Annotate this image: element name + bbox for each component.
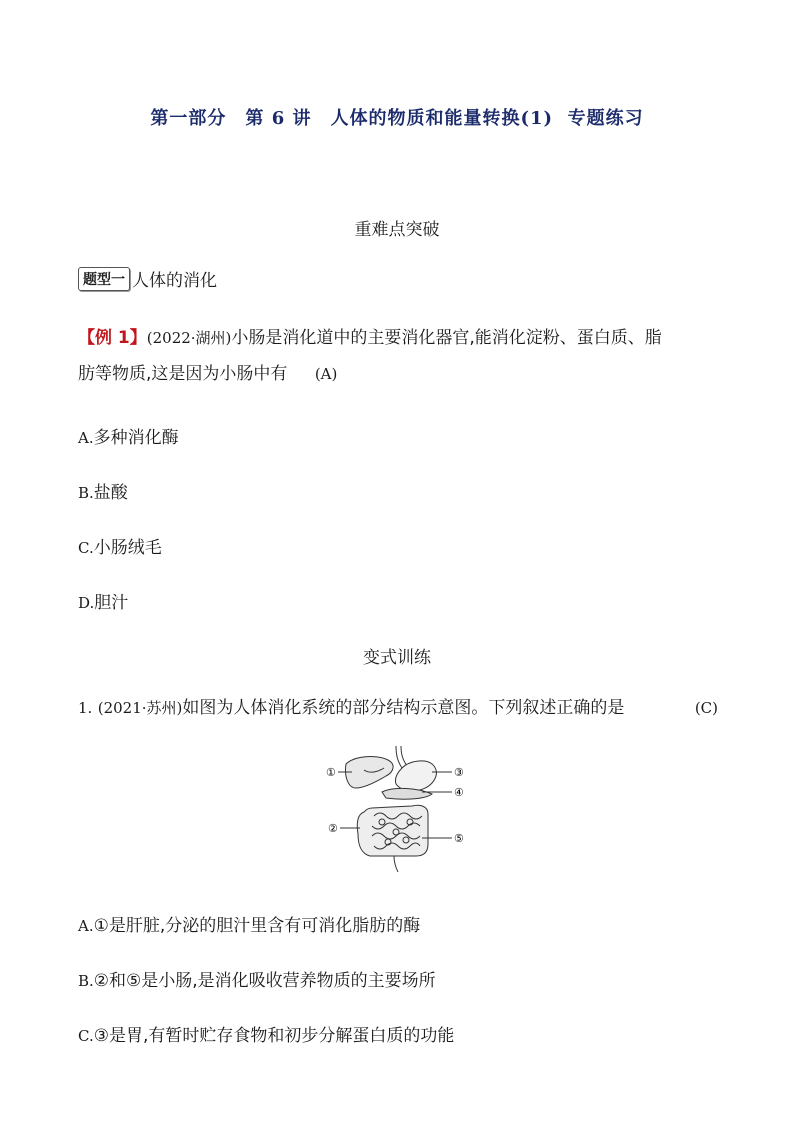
example-stem-line2: 肪等物质,这是因为小肠中有 — [78, 364, 288, 384]
example-option-a: A.多种消化酶 — [78, 428, 179, 448]
rectum-shape — [394, 856, 398, 872]
question-1-text: 如图为人体消化系统的部分结构示意图。下列叙述正确的是 — [182, 698, 625, 718]
question-1-answer: (C) — [694, 699, 718, 717]
figure-label-4: ④ — [454, 786, 464, 799]
question-1-option-b: B.②和⑤是小肠,是消化吸收营养物质的主要场所 — [78, 971, 436, 991]
question-1-option-a: A.①是肝脏,分泌的胆汁里含有可消化脂肪的酶 — [78, 916, 421, 936]
page-title: 第一部分 第 6 讲 人体的物质和能量转换(1) 专题练习 — [150, 108, 644, 129]
question-type-row — [78, 266, 217, 291]
example-stem-line1: 小肠是消化道中的主要消化器官,能消化淀粉、蛋白质、脂 — [231, 328, 662, 348]
figure-label-2: ② — [328, 822, 338, 835]
question-type-tag: 题型一 — [78, 267, 130, 291]
pancreas-shape — [382, 788, 432, 799]
example-source: (2022·湖州) — [146, 329, 232, 347]
question-type-title: 人体的消化 — [132, 271, 217, 291]
example-option-b: B.盐酸 — [78, 483, 128, 503]
question-1-option-c: C.③是胃,有暂时贮存食物和初步分解蛋白质的功能 — [78, 1026, 455, 1046]
digestive-system-figure — [324, 742, 474, 874]
example-answer: (A) — [314, 365, 338, 383]
question-1-number: 1. — [78, 699, 93, 717]
example-tag: 【例 1】 — [78, 328, 147, 348]
figure-label-1: ① — [326, 766, 336, 779]
section-heading-variant-training: 变式训练 — [363, 648, 431, 668]
example-option-d: D.胆汁 — [78, 593, 129, 613]
section-heading-key-points: 重难点突破 — [354, 220, 440, 240]
example-option-c: C.小肠绒毛 — [78, 538, 162, 558]
question-1-stem — [78, 690, 718, 726]
question-1-source: (2021·苏州) — [97, 699, 183, 717]
figure-label-5: ⑤ — [454, 832, 464, 845]
large-intestine-shape — [357, 805, 428, 856]
example-1-stem — [78, 320, 718, 392]
stomach-shape — [395, 761, 436, 791]
figure-label-3: ③ — [454, 766, 464, 779]
